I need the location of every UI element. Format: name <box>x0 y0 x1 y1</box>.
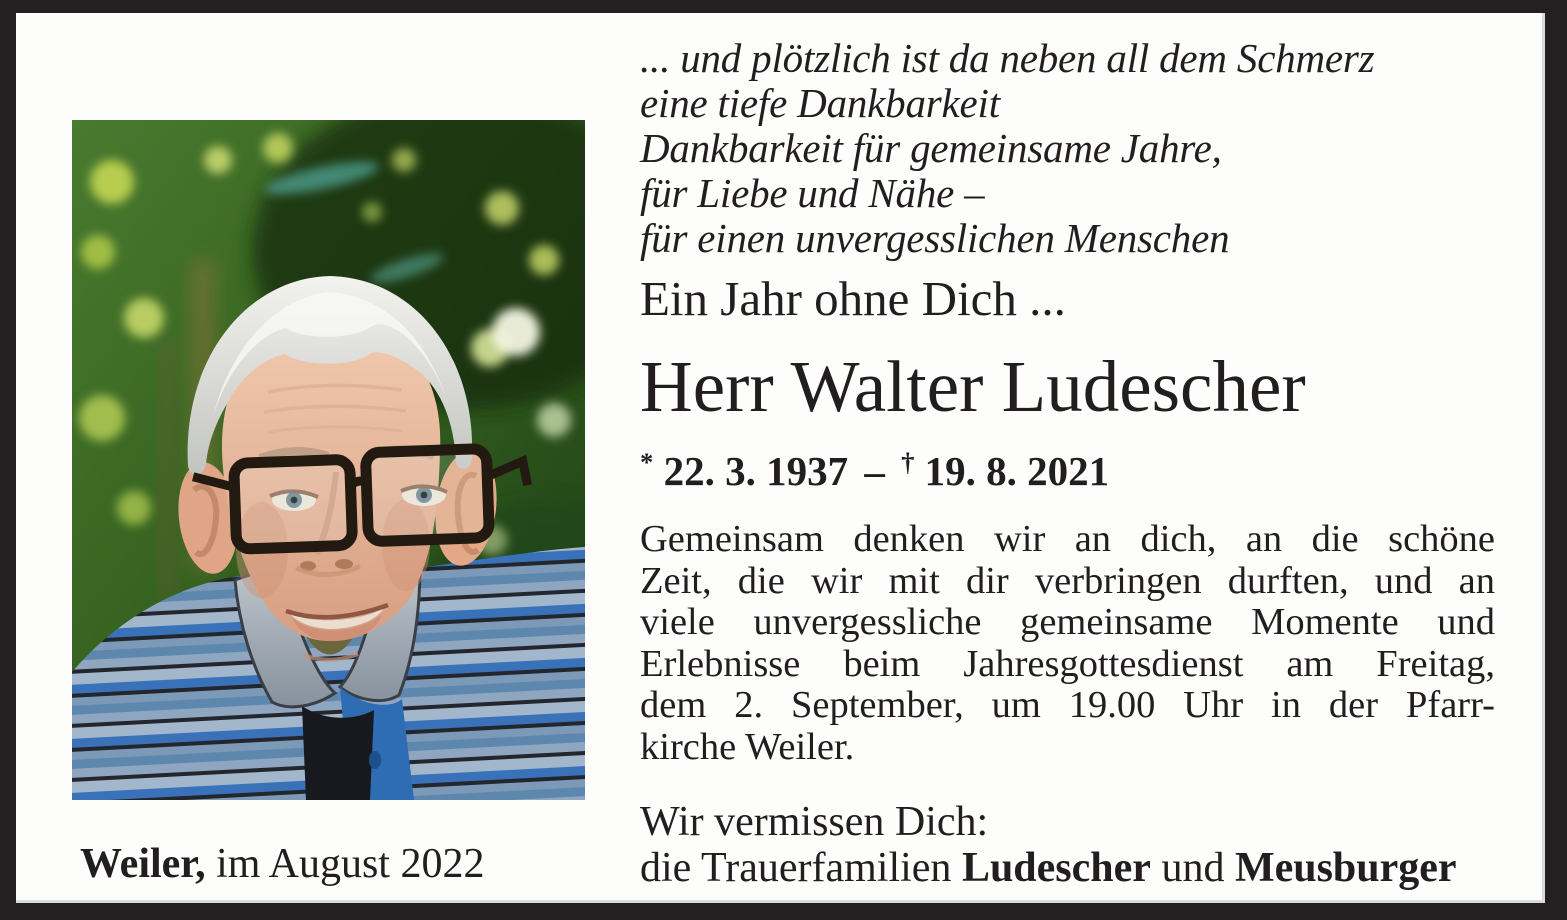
poem-line: für Liebe und Nähe – <box>640 170 985 216</box>
families-joiner: und <box>1161 845 1225 891</box>
birth-date: 22. 3. 1937 <box>663 448 849 494</box>
closing-line: Wir vermissen Dich: <box>640 799 989 845</box>
body-line: kirche Weiler. <box>640 725 855 768</box>
body-line: Erlebnisse beim Jahresgottesdienst am Freitag, <box>640 642 1495 685</box>
life-dates <box>640 438 1500 495</box>
deceased-name: Herr Walter Ludescher <box>640 346 1306 427</box>
family-name: Meusburger <box>1234 845 1457 891</box>
family-name: Ludescher <box>961 845 1151 891</box>
death-symbol: † <box>901 447 915 477</box>
body-line: Zeit, die wir mit dir verbringen durften, und an <box>640 559 1495 602</box>
issue-date: im August 2022 <box>216 841 485 887</box>
families-line <box>640 845 1510 891</box>
place-name: Weiler, <box>80 841 206 887</box>
invitation-text <box>640 519 1495 768</box>
families-prefix: die Trauerfamilien <box>640 845 952 891</box>
poem-line: eine tiefe Dankbarkeit <box>640 80 1000 126</box>
death-date: 19. 8. 2021 <box>924 448 1110 494</box>
portrait-photo <box>72 120 585 800</box>
date-separator: – <box>864 448 885 494</box>
anniversary-heading: Ein Jahr ohne Dich ... <box>640 271 1066 326</box>
poem-line: ... und plötzlich ist da neben all dem Schmerz <box>640 35 1375 81</box>
place-date-line <box>80 841 484 887</box>
body-line: dem 2. September, um 19.00 Uhr in der Pfarr- <box>640 684 1495 726</box>
memorial-poem <box>640 36 1500 261</box>
poem-line: für einen unvergesslichen Menschen <box>640 215 1230 261</box>
body-line: Gemeinsam denken wir an dich, an die schöne <box>640 518 1495 560</box>
poem-line: Dankbarkeit für gemeinsame Jahre, <box>640 125 1222 171</box>
closing-block <box>640 799 1510 891</box>
body-line: viele unvergessliche gemeinsame Momente und <box>640 601 1495 643</box>
birth-symbol: * <box>640 447 654 477</box>
